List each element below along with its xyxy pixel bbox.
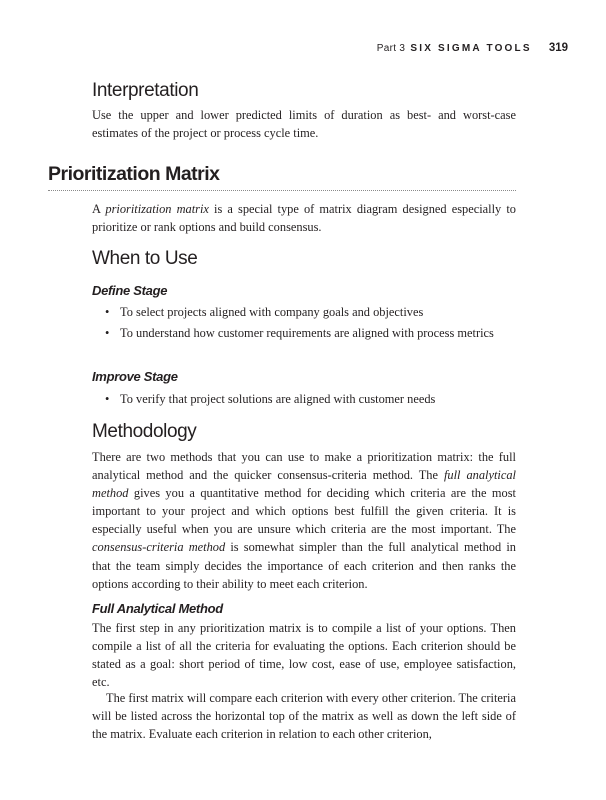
interpretation-heading: Interpretation [92,80,199,101]
improve-stage-list [92,390,516,411]
header-section: SIX SIGMA TOOLS [410,43,532,54]
list-item [92,390,516,408]
list-item [92,303,516,321]
when-to-use-heading: When to Use [92,248,198,269]
bullet-icon: • [105,326,110,341]
interpretation-body: Use the upper and lower predicted limits of duration as best- and worst-case estimates of the project or process cycle time. [92,108,516,141]
term-full-analytical: full analytical method [92,468,517,501]
define-stage-heading: Define Stage [92,283,168,298]
methodology-body: There are two methods that you can use to make a prioritization matrix: the full analytical method and the quicker consensus-criteria method. The full analytical method gives you a quantitative method for deciding which criteria are the most important to your project and which options best fulfill the given criteria. It is especially useful when you are unsure which criteria are the most important. The consensus-criteria method is somewhat simpler than the full analytical method in that the team simply decides the importance of each criterion and then ranks the options according to their ability to meet each criterion. [92,450,517,591]
list-item-text: To select projects aligned with company goals and objectives [120,305,424,319]
bullet-icon: • [105,392,110,406]
improve-stage-heading: Improve Stage [92,369,178,384]
page-number: 319 [548,42,568,54]
list-item [92,324,516,342]
running-header [377,42,568,54]
full-analytical-para-2: The first matrix will compare each criterion with every other criterion. The criteria will be listed across the horizontal top of the matrix as well as down the left side of the matrix. Evaluate each criterion in relation to each other criterion, [92,691,516,742]
list-item-text: To understand how customer requirements are aligned with process metrics [120,326,494,341]
header-part: Part 3 [376,43,406,54]
term-consensus-criteria: consensus-criteria method [92,540,226,555]
bullet-icon: • [105,305,110,319]
full-analytical-para-1: The first step in any prioritization matrix is to compile a list of your options. Then compile a list of all the criteria for evaluating the options. Each criterion should be stated as a goal: short period of time, low cost, ease of use, employee satisfaction, etc. [92,621,516,690]
list-item-text: To verify that project solutions are aligned with customer needs [120,392,436,406]
term-prioritization-matrix: prioritization matrix [105,202,209,216]
prioritization-intro: A prioritization matrix is a special type of matrix diagram designed especially to prioritize or rank options and build consensus. [92,202,516,235]
section-title: Prioritization Matrix [48,163,516,191]
full-analytical-heading: Full Analytical Method [92,601,223,616]
methodology-heading: Methodology [92,421,197,442]
define-stage-list [92,303,516,345]
